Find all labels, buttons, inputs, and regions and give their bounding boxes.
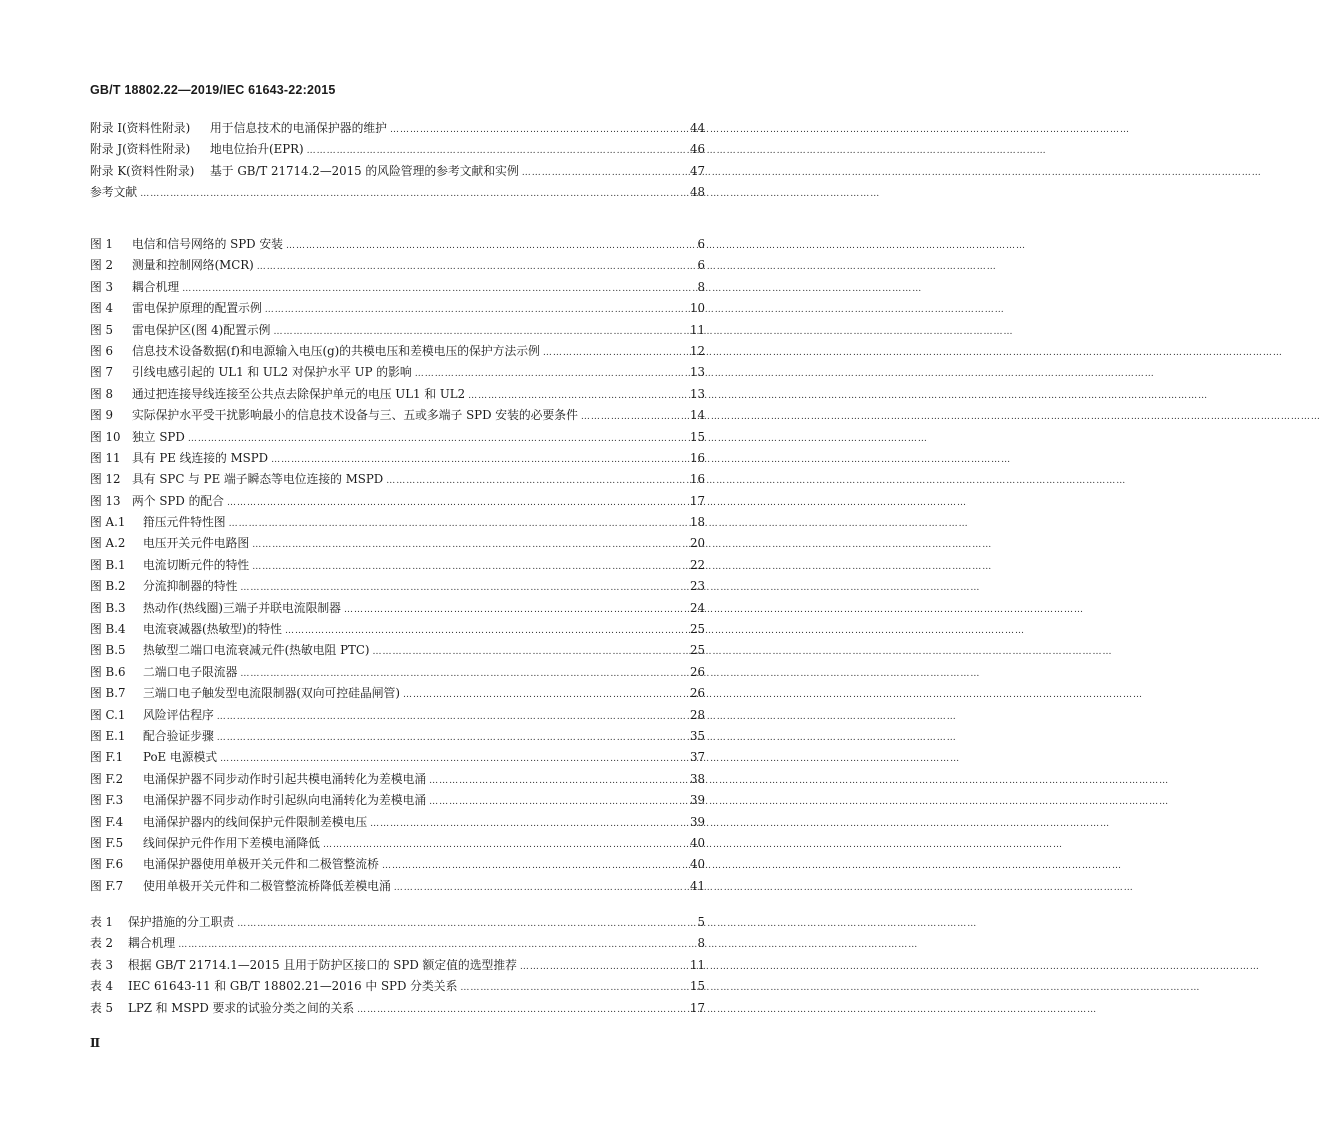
toc-entry-page: 13 [689, 365, 705, 380]
toc-entry-title: 用于信息技术的电涌保护器的维护 [210, 121, 387, 135]
dot-leader [285, 623, 687, 639]
dot-leader [265, 302, 687, 318]
toc-entry-title: 地电位抬升(EPR) [210, 142, 304, 157]
toc-entry-label: 图 E.1 [90, 728, 126, 743]
toc-entry[interactable] [90, 707, 705, 728]
toc-entry-page: 37 [689, 750, 705, 765]
toc-entry-title: 具有 PE 线连接的 MSPD [132, 450, 269, 465]
toc-entry-page: 6 [697, 258, 705, 273]
dot-leader [394, 880, 687, 896]
toc-entry-page: 17 [689, 1000, 705, 1015]
toc-entry[interactable] [90, 471, 705, 492]
toc-entry-title: PoE 电源模式 [143, 750, 218, 765]
dot-leader [227, 495, 687, 511]
dot-leader [468, 388, 687, 404]
dot-leader [286, 238, 688, 254]
toc-entry[interactable] [90, 621, 705, 642]
toc-entry-label: 图 F.7 [90, 878, 124, 893]
toc-entry[interactable] [90, 257, 705, 278]
toc-entry[interactable] [90, 771, 705, 792]
toc-entry-page: 39 [689, 793, 705, 808]
toc-entry-page: 10 [689, 301, 705, 316]
toc-entry[interactable] [90, 664, 705, 685]
toc-entry-page: 35 [689, 728, 705, 743]
toc-entry[interactable] [90, 728, 705, 749]
toc-entry-title: 雷电保护区(图 4)配置示例 [132, 322, 271, 337]
toc-entry[interactable] [90, 514, 705, 535]
toc-entry-label: 图 A.1 [90, 515, 126, 530]
toc-entry-title: 使用单极开关元件和二极管整流桥降低差模电涌 [143, 878, 391, 893]
toc-entry-label: 表 2 [90, 936, 114, 951]
toc-entry-title: 热动作(热线圈)三端子并联电流限制器 [143, 600, 341, 615]
toc-entry-page: 41 [689, 878, 705, 893]
toc-entry[interactable] [90, 957, 705, 978]
toc-entry-page: 11 [689, 957, 705, 972]
toc-entry-label: 图 8 [90, 386, 114, 401]
dot-leader [182, 281, 688, 297]
toc-entry[interactable] [90, 343, 705, 364]
toc-entry[interactable] [90, 364, 705, 385]
toc-entry[interactable] [90, 935, 705, 956]
toc-entry-page: 8 [697, 279, 705, 294]
toc-entry-label: 表 4 [90, 979, 114, 994]
toc-entry-label: 图 F.5 [90, 835, 124, 850]
toc-entry-label: 图 B.1 [90, 557, 126, 572]
dot-leader [217, 709, 687, 725]
toc-entry-label: 图 C.1 [90, 707, 126, 722]
toc-entry-page: 40 [689, 835, 705, 850]
toc-entry-title: 耦合机理 [132, 279, 180, 294]
toc-entry-label: 图 A.2 [90, 536, 126, 551]
toc-entry-page: 22 [689, 557, 705, 572]
dot-leader [543, 345, 687, 361]
toc-entry-page: 18 [689, 515, 705, 530]
toc-entry-title: 信息技术设备数据(f)和电源输入电压(g)的共模电压和差模电压的保护方法示例 [132, 343, 540, 358]
toc-entry-label: 表 1 [90, 915, 114, 929]
figure-list [90, 236, 705, 899]
toc-entry-title: 雷电保护原理的配置示例 [132, 301, 262, 316]
toc-entry-page: 38 [689, 771, 705, 786]
toc-entry-title: 基于 GB/T 21714.2—2015 的风险管理的参考文献和实例 [210, 163, 519, 178]
dot-leader [415, 366, 687, 382]
toc-entry-label: 图 10 [90, 429, 121, 444]
toc-entry-title: 两个 SPD 的配合 [132, 493, 224, 508]
dot-leader [382, 858, 687, 874]
dot-leader [373, 644, 687, 660]
toc-entry-page: 12 [689, 343, 705, 358]
dot-leader [520, 959, 687, 975]
toc-entry-page: 48 [689, 185, 705, 200]
dot-leader [344, 602, 687, 618]
dot-leader [271, 452, 687, 468]
dot-leader [386, 473, 687, 489]
toc-entry-label: 参考文献 [90, 185, 138, 200]
dot-leader [357, 1002, 687, 1018]
toc-entry-label: 图 B.5 [90, 643, 126, 658]
toc-entry-label: 图 F.3 [90, 793, 124, 808]
toc-entry-label: 附录 K(资料性附录) [90, 163, 195, 178]
toc-entry-title: 电涌保护器内的线间保护元件限制差模电压 [143, 814, 368, 829]
dot-leader [403, 687, 687, 703]
dot-leader [522, 165, 687, 181]
toc-entry-label: 图 B.7 [90, 686, 126, 701]
toc-entry-title: 电涌保护器使用单极开关元件和二极管整流桥 [143, 857, 379, 872]
toc-entry-title: 独立 SPD [132, 429, 185, 444]
toc-entry-title: 引线电感引起的 UL1 和 UL2 对保护水平 UP 的影响 [132, 365, 412, 380]
toc-entry-label: 图 5 [90, 322, 114, 337]
toc-entry-title: 电压开关元件电路图 [143, 536, 250, 551]
dot-leader [140, 186, 687, 202]
toc-entry-title: 二端口电子限流器 [143, 664, 238, 679]
toc-entry-label: 图 F.6 [90, 857, 124, 872]
toc-entry[interactable] [90, 279, 705, 300]
toc-entry[interactable] [90, 685, 705, 706]
toc-entry[interactable] [90, 184, 705, 205]
toc-entry-title: 通过把连接导线连接至公共点去除保护单元的电压 UL1 和 UL2 [132, 386, 466, 401]
dot-leader [429, 794, 687, 810]
toc-entry-label: 图 13 [90, 493, 121, 508]
toc-entry-label: 图 F.4 [90, 814, 124, 829]
toc-entry-title: 电流切断元件的特性 [143, 557, 250, 572]
toc-entry-label: 图 F.2 [90, 771, 124, 786]
toc-entry-title: 电流衰减器(热敏型)的特性 [143, 622, 282, 637]
toc-entry-label: 图 7 [90, 365, 114, 380]
toc-entry[interactable] [90, 600, 705, 621]
toc-entry[interactable] [90, 578, 705, 599]
toc-entry-page: 16 [689, 450, 705, 465]
toc-entry-title: 保护措施的分工职责 [128, 915, 235, 929]
toc-entry[interactable] [90, 322, 705, 343]
toc-entry-title: 分流抑制器的特性 [143, 579, 238, 594]
toc-entry-label: 图 11 [90, 450, 121, 465]
dot-leader [323, 837, 687, 853]
dot-leader [252, 537, 687, 553]
toc-entry-page: 14 [689, 408, 705, 423]
toc-entry-page: 25 [689, 622, 705, 637]
toc-entry[interactable] [90, 407, 705, 428]
toc-entry[interactable] [90, 141, 705, 162]
toc-entry-page: 16 [689, 472, 705, 487]
toc-entry-page: 28 [689, 707, 705, 722]
toc-entry-label: 图 4 [90, 301, 114, 316]
toc-entry-title: 热敏型二端口电流衰减元件(热敏电阻 PTC) [143, 643, 370, 658]
dot-leader [178, 937, 688, 953]
toc-entry[interactable] [90, 120, 705, 141]
toc-entry-page: 47 [689, 163, 705, 178]
dot-leader [188, 431, 687, 447]
dot-leader [370, 816, 687, 832]
toc-entry-page: 5 [697, 915, 705, 929]
toc-entry[interactable] [90, 978, 705, 999]
toc-entry-title: 箝压元件特性图 [143, 515, 226, 530]
toc-entry-label: 图 9 [90, 408, 114, 423]
toc-entry-title: 实际保护水平受干扰影响最小的信息技术设备与三、五或多端子 SPD 安装的必要条件 [132, 408, 578, 423]
toc-entry[interactable] [90, 878, 705, 899]
toc-entry[interactable] [90, 835, 705, 856]
table-list [90, 914, 705, 1021]
toc-entry[interactable] [90, 642, 705, 663]
toc-entry-title: 电信和信号网络的 SPD 安装 [132, 237, 283, 251]
toc-entry[interactable] [90, 1000, 705, 1021]
dot-leader [257, 259, 688, 275]
toc-entry-page: 40 [689, 857, 705, 872]
dot-leader [217, 730, 687, 746]
toc-entry-page: 26 [689, 686, 705, 701]
toc-entry[interactable] [90, 814, 705, 835]
page-number: Ⅱ [90, 1036, 101, 1050]
toc-entry-title: 电涌保护器不同步动作时引起共模电涌转化为差模电涌 [143, 771, 427, 786]
appendix-list [90, 120, 705, 206]
toc-entry-label: 附录 I(资料性附录) [90, 121, 191, 135]
toc-entry[interactable] [90, 300, 705, 321]
toc-entry-page: 11 [689, 322, 705, 337]
toc-entry-page: 24 [689, 600, 705, 615]
toc-entry[interactable] [90, 856, 705, 877]
toc-entry-label: 图 F.1 [90, 750, 124, 765]
dot-leader [237, 916, 688, 932]
toc-entry-title: 风险评估程序 [143, 707, 214, 722]
toc-entry-page: 20 [689, 536, 705, 551]
dot-leader [460, 980, 687, 996]
toc-entry-page: 39 [689, 814, 705, 829]
toc-entry-label: 表 5 [90, 1000, 114, 1015]
toc-entry-page: 44 [689, 121, 705, 135]
toc-entry-page: 25 [689, 643, 705, 658]
dot-leader [307, 143, 687, 159]
toc-entry-label: 图 1 [90, 237, 114, 251]
dot-leader [240, 666, 687, 682]
toc-entry-page: 6 [697, 237, 705, 251]
toc-entry-page: 15 [689, 429, 705, 444]
toc-entry-title: 耦合机理 [128, 936, 176, 951]
toc-entry-label: 图 B.3 [90, 600, 126, 615]
toc-entry-title: 具有 SPC 与 PE 端子瞬态等电位连接的 MSPD [132, 472, 384, 487]
toc-entry-title: LPZ 和 MSPD 要求的试验分类之间的关系 [128, 1000, 355, 1015]
toc-entry-title: 根据 GB/T 21714.1—2015 且用于防护区接口的 SPD 额定值的选型推荐 [128, 957, 517, 972]
toc-entry[interactable] [90, 749, 705, 770]
toc-entry-label: 图 3 [90, 279, 114, 294]
toc-entry[interactable] [90, 429, 705, 450]
toc-entry-page: 15 [689, 979, 705, 994]
dot-leader [390, 122, 687, 138]
toc-entry-page: 26 [689, 664, 705, 679]
toc-entry[interactable] [90, 236, 705, 257]
toc-entry[interactable] [90, 493, 705, 514]
toc-entry-label: 图 B.6 [90, 664, 126, 679]
toc-entry-title: 三端口电子触发型电流限制器(双向可控硅晶闸管) [143, 686, 400, 701]
toc-entry-label: 图 B.2 [90, 579, 126, 594]
toc-entry[interactable] [90, 914, 705, 935]
dot-leader [429, 773, 687, 789]
toc-entry-title: 配合验证步骤 [143, 728, 214, 743]
toc-entry-title: 电涌保护器不同步动作时引起纵向电涌转化为差模电涌 [143, 793, 427, 808]
toc-entry-title: IEC 61643-11 和 GB/T 18802.21—2016 中 SPD 分类关系 [128, 979, 458, 994]
toc-entry-title: 测量和控制网络(MCR) [132, 258, 254, 273]
toc-entry-page: 23 [689, 579, 705, 594]
toc-entry[interactable] [90, 386, 705, 407]
toc-entry[interactable] [90, 163, 705, 184]
toc-entry-page: 46 [689, 142, 705, 157]
document-header: GB/T 18802.22—2019/IEC 61643-22:2015 [90, 83, 336, 97]
dot-leader [240, 580, 687, 596]
toc-entry-title: 线间保护元件作用下差模电涌降低 [143, 835, 320, 850]
dot-leader [273, 324, 687, 340]
toc-entry[interactable] [90, 535, 705, 556]
toc-entry[interactable] [90, 792, 705, 813]
toc-entry-label: 图 12 [90, 472, 121, 487]
toc-entry-page: 8 [697, 936, 705, 951]
toc-entry-label: 图 B.4 [90, 622, 126, 637]
dot-leader [252, 559, 687, 575]
dot-leader [229, 516, 687, 532]
toc-entry-label: 附录 J(资料性附录) [90, 142, 191, 157]
dot-leader [220, 751, 687, 767]
toc-entry[interactable] [90, 450, 705, 471]
toc-entry-label: 图 6 [90, 343, 114, 358]
toc-entry-label: 表 3 [90, 957, 114, 972]
toc-entry-page: 17 [689, 493, 705, 508]
dot-leader [581, 409, 687, 425]
toc-entry-label: 图 2 [90, 258, 114, 273]
toc-entry[interactable] [90, 557, 705, 578]
toc-entry-page: 13 [689, 386, 705, 401]
